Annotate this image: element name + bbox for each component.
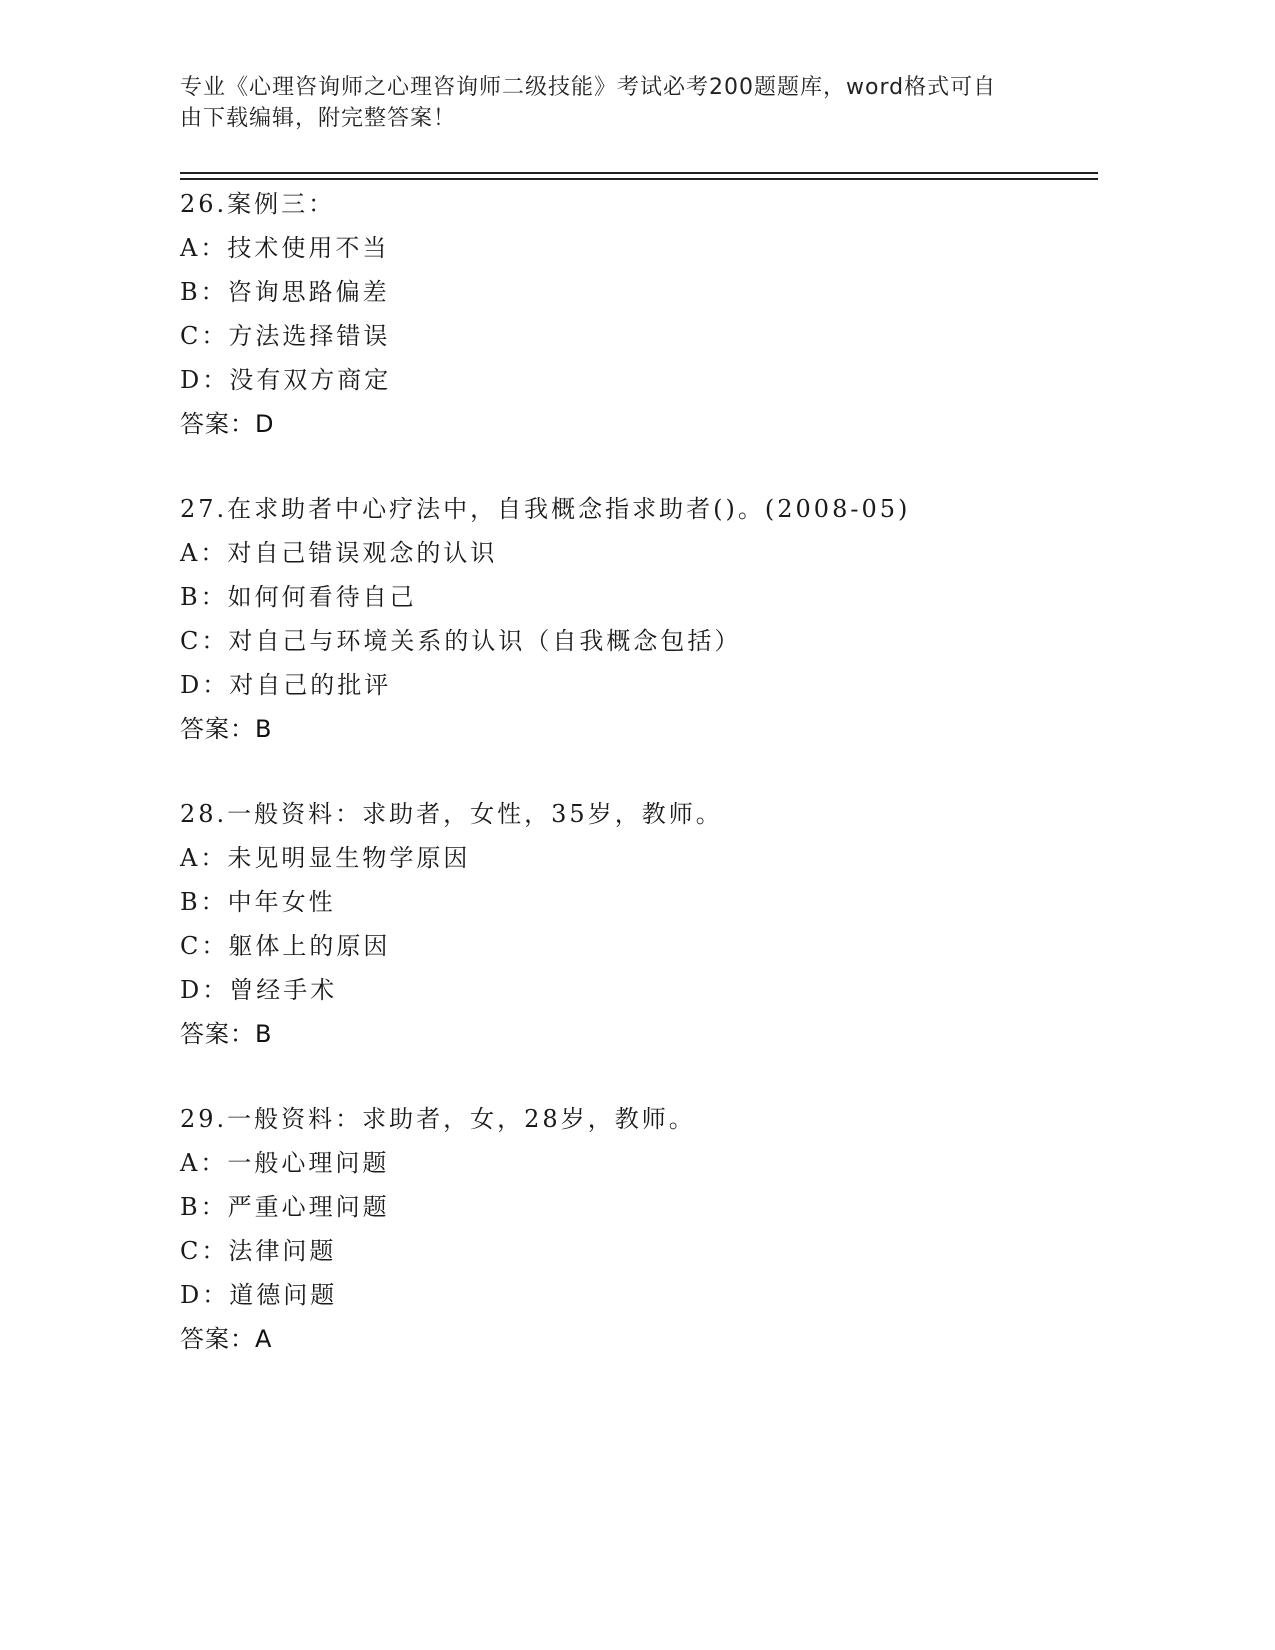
question-26 [180, 182, 1110, 446]
option-d: D：对自己的批评 [180, 671, 392, 699]
option-d: D：没有双方商定 [180, 366, 392, 394]
answer: 答案：D [180, 410, 275, 438]
document-header [180, 72, 1030, 134]
option-b: B：咨询思路偏差 [180, 278, 390, 306]
header-line-1: 专业《心理咨询师之心理咨询师二级技能》考试必考200题题库，word格式可自 [180, 75, 997, 100]
question-29 [180, 1097, 1110, 1361]
option-a: A：对自己错误观念的认识 [180, 539, 498, 567]
question-stem: 28.一般资料：求助者，女性，35岁，教师。 [180, 800, 723, 828]
option-b: B：中年女性 [180, 888, 336, 916]
question-stem: 26.案例三： [180, 190, 336, 218]
answer: 答案：A [180, 1325, 273, 1353]
option-d: D：道德问题 [180, 1281, 338, 1309]
option-c: C：方法选择错误 [180, 322, 391, 350]
question-stem: 29.一般资料：求助者，女，28岁，教师。 [180, 1105, 696, 1133]
answer: 答案：B [180, 1020, 273, 1048]
option-b: B：严重心理问题 [180, 1193, 390, 1221]
option-a: A：一般心理问题 [180, 1149, 390, 1177]
answer: 答案：B [180, 715, 273, 743]
option-c: C：躯体上的原因 [180, 932, 391, 960]
option-a: A：未见明显生物学原因 [180, 844, 471, 872]
question-28 [180, 792, 1110, 1056]
question-27 [180, 487, 1110, 751]
option-a: A：技术使用不当 [180, 234, 390, 262]
header-divider-top [180, 172, 1098, 174]
header-line-2: 由下载编辑，附完整答案！ [180, 106, 457, 131]
option-c: C：法律问题 [180, 1237, 337, 1265]
option-d: D：曾经手术 [180, 976, 338, 1004]
question-stem: 27.在求助者中心疗法中，自我概念指求助者()。(2008-05) [180, 495, 911, 523]
option-b: B：如何何看待自己 [180, 583, 417, 611]
option-c: C：对自己与环境关系的认识（自我概念包括） [180, 627, 742, 655]
header-divider-bottom [180, 178, 1098, 180]
